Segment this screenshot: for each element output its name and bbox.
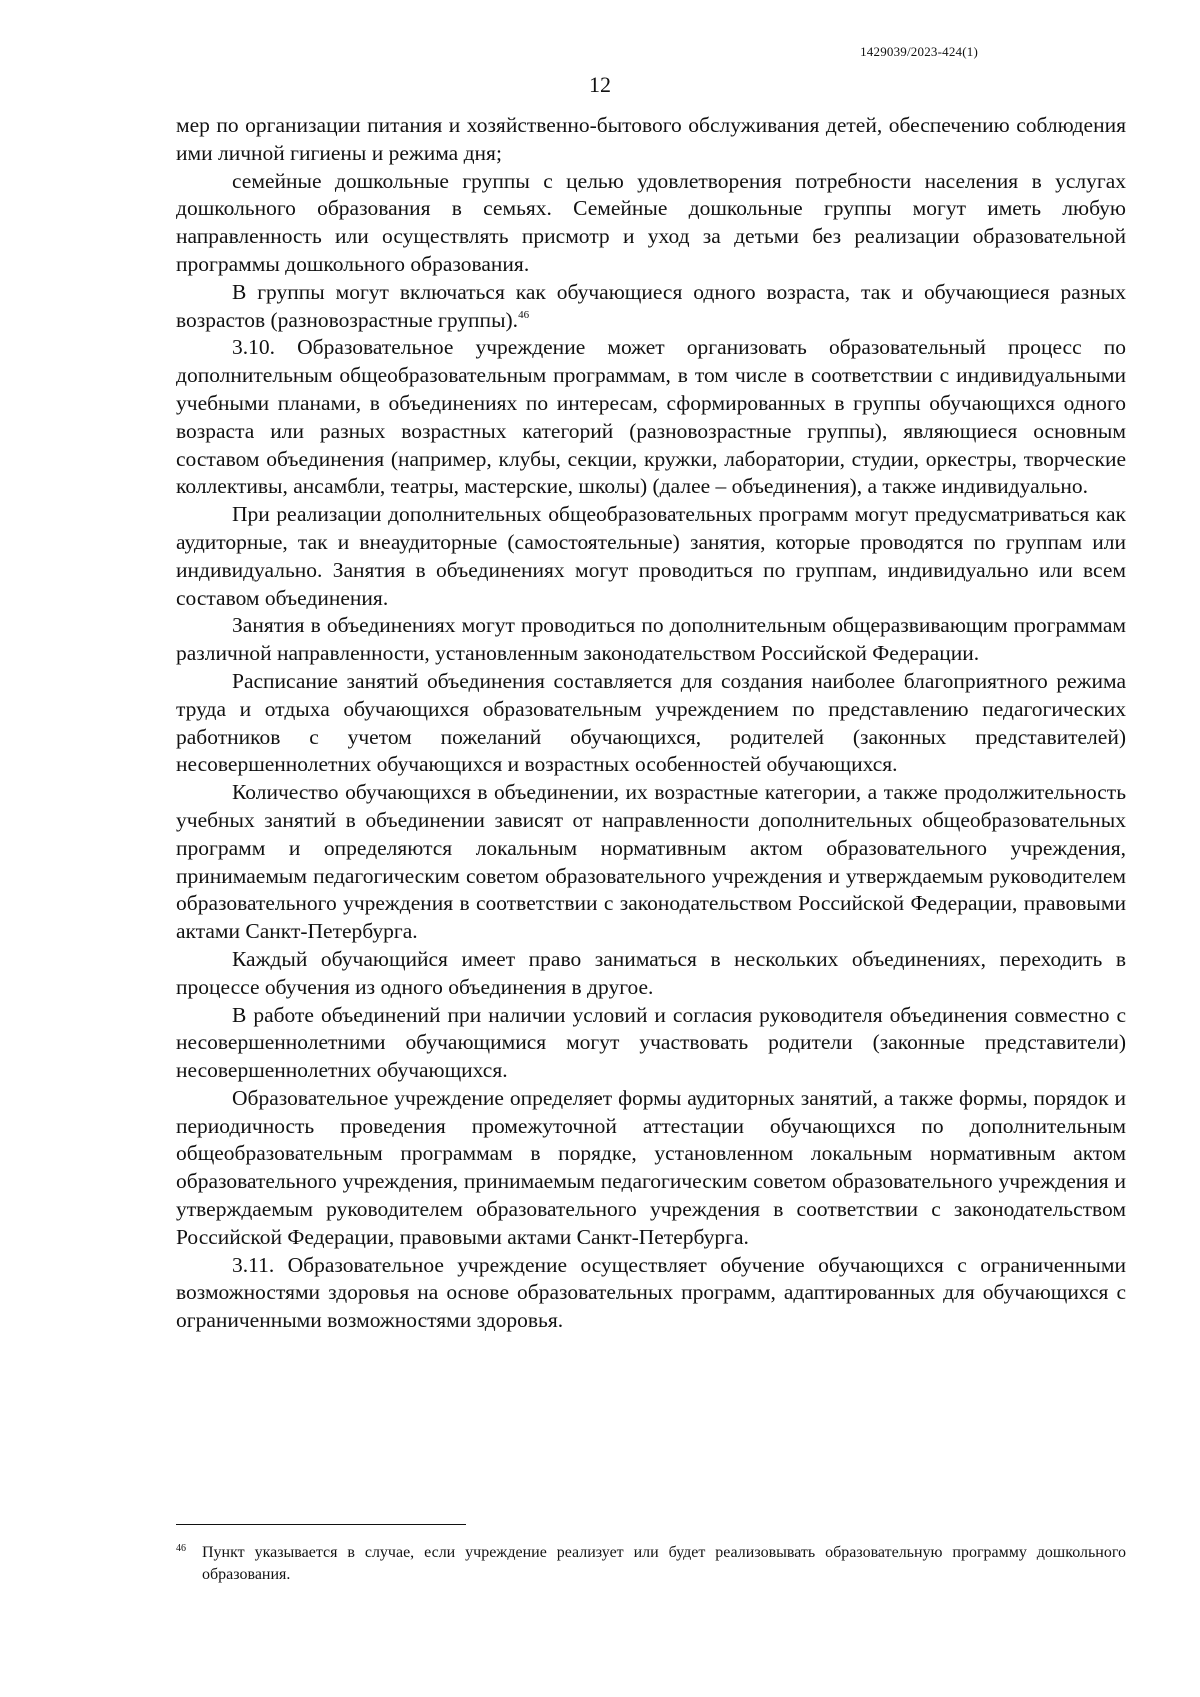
footnote-reference[interactable]: 46	[518, 308, 530, 321]
document-body	[176, 112, 1126, 1335]
paragraph: При реализации дополнительных общеобразовательных программ могут предусматриваться как аудиторные, так и внеаудиторные (самостоятельные) занятия, которые проводятся по группам или индивидуально. Занятия в объединениях могут проводиться по группам, индивидуально или всем составом объединения.	[176, 502, 1126, 610]
paragraph: Количество обучающихся в объединении, их возрастные категории, а также продолжительность учебных занятий в объединении зависят от направленности дополнительных общеобразовательных программ и определяются локальным нормативным актом образовательного учреждения, принимаемым педагогическим советом образовательного учреждения и утверждаемым руководителем образовательного учреждения в соответствии с законодательством Российской Федерации, правовыми актами Санкт-Петербурга.	[176, 780, 1126, 944]
paragraph: Каждый обучающийся имеет право заниматься в нескольких объединениях, переходить в процессе обучения из одного объединения в другое.	[176, 946, 1126, 999]
paragraph: семейные дошкольные группы с целью удовлетворения потребности населения в услугах дошкольного образования в семьях. Семейные дошкольные группы могут иметь любую направленность или осуществлять присмотр и уход за детьми без реализации образовательной программы дошкольного образования.	[176, 168, 1126, 276]
paragraph: мер по организации питания и хозяйственно-бытового обслуживания детей, обеспечению соблюдения ими личной гигиены и режима дня;	[176, 113, 1126, 165]
paragraph: Занятия в объединениях могут проводиться по дополнительным общеразвивающим программам различной направленности, установленным законодательством Российской Федерации.	[176, 613, 1126, 666]
paragraph-text: В группы могут включаться как обучающиеся одного возраста, так и обучающиеся разных возрастов (разновозрастные группы).	[176, 279, 1126, 332]
paragraph: В работе объединений при наличии условий и согласия руководителя объединения совместно с несовершеннолетними обучающимися могут участвовать родители (законные представители) несовершеннолетних обучающихся.	[176, 1002, 1126, 1083]
paragraph	[176, 279, 1126, 335]
paragraph: Расписание занятий объединения составляется для создания наиболее благоприятного режима труда и отдыха обучающихся образовательным учреждением по представлению педагогических работников с учетом пожеланий обучающихся, родителей (законных представителей) несовершеннолетних обучающихся и возрастных особенностей обучающихся.	[176, 668, 1126, 777]
paragraph: Образовательное учреждение определяет формы аудиторных занятий, а также формы, порядок и периодичность проведения промежуточной аттестации обучающихся по дополнительным общеобразовательным программам в порядке, установленном локальным нормативным актом образовательного учреждения, принимаемым педагогическим советом образовательного учреждения и утверждаемым руководителем образовательного учреждения в соответствии с законодательством Российской Федерации, правовыми актами Санкт-Петербурга.	[176, 1085, 1126, 1249]
section-3-10-paragraph: 3.10. Образовательное учреждение может организовать образовательный процесс по дополнительным общеобразовательным программам, в том числе в соответствии с индивидуальными учебными планами, в объединениях по интересам, сформированных в группы обучающихся одного возраста или разных возрастных категорий (разновозрастные группы), являющиеся основным составом объединения (например, клубы, секции, кружки, лаборатории, студии, оркестры, творческие коллективы, ансамбли, театры, мастерские, школы) (далее – объединения), а также индивидуально.	[176, 335, 1126, 499]
footnote	[176, 1542, 1126, 1586]
footnote-text: Пункт указывается в случае, если учреждение реализует или будет реализовывать образовательную программу дошкольного образования.	[202, 1544, 1126, 1583]
footnote-mark: 46	[176, 1543, 186, 1554]
footnote-separator	[176, 1524, 466, 1525]
page-number: 12	[589, 72, 611, 97]
document-id: 1429039/2023-424(1)	[860, 44, 978, 59]
section-3-11-paragraph: 3.11. Образовательное учреждение осуществляет обучение обучающихся с ограниченными возможностями здоровья на основе образовательных программ, адаптированных для обучающихся с ограниченными возможностями здоровья.	[176, 1252, 1126, 1333]
